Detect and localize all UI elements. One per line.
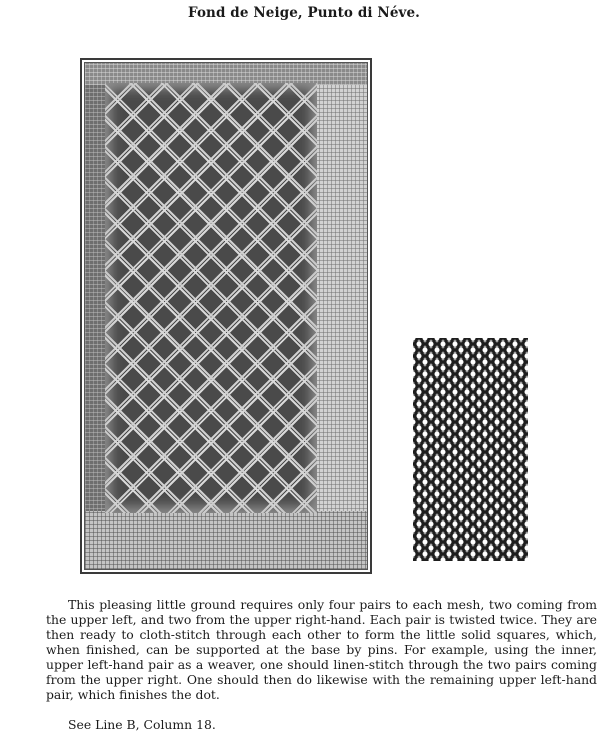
cloth-border-top xyxy=(85,63,367,85)
description-text xyxy=(46,597,597,702)
cloth-border-right xyxy=(315,63,367,569)
reference-note: See Line B, Column 18. xyxy=(68,717,216,732)
description-paragraph: This pleasing little ground requires only four pairs to each mesh, two coming from the upper left, and two from the upper right-hand. Each pair is twisted twice. They are then ready to cloth-stitch through each other to form the little solid squares, which, when finished, can be supported at the base by pins. For example, using the inner, upper left-hand pair as a weaver, one should linen-stitch through the two pairs coming from the upper right. One should then do likewise with the remaining upper left-hand pair, which finishes the dot. xyxy=(46,597,597,702)
pattern-texture xyxy=(413,338,528,561)
page-title: Fond de Neige, Punto di Néve. xyxy=(188,5,420,21)
lace-photograph xyxy=(80,58,372,574)
lace-photo-image xyxy=(84,62,368,570)
cloth-border-left xyxy=(85,63,107,569)
cloth-border-bottom xyxy=(85,511,367,569)
dot-pattern-diagram xyxy=(413,338,528,561)
lace-mesh-ground xyxy=(105,83,317,513)
